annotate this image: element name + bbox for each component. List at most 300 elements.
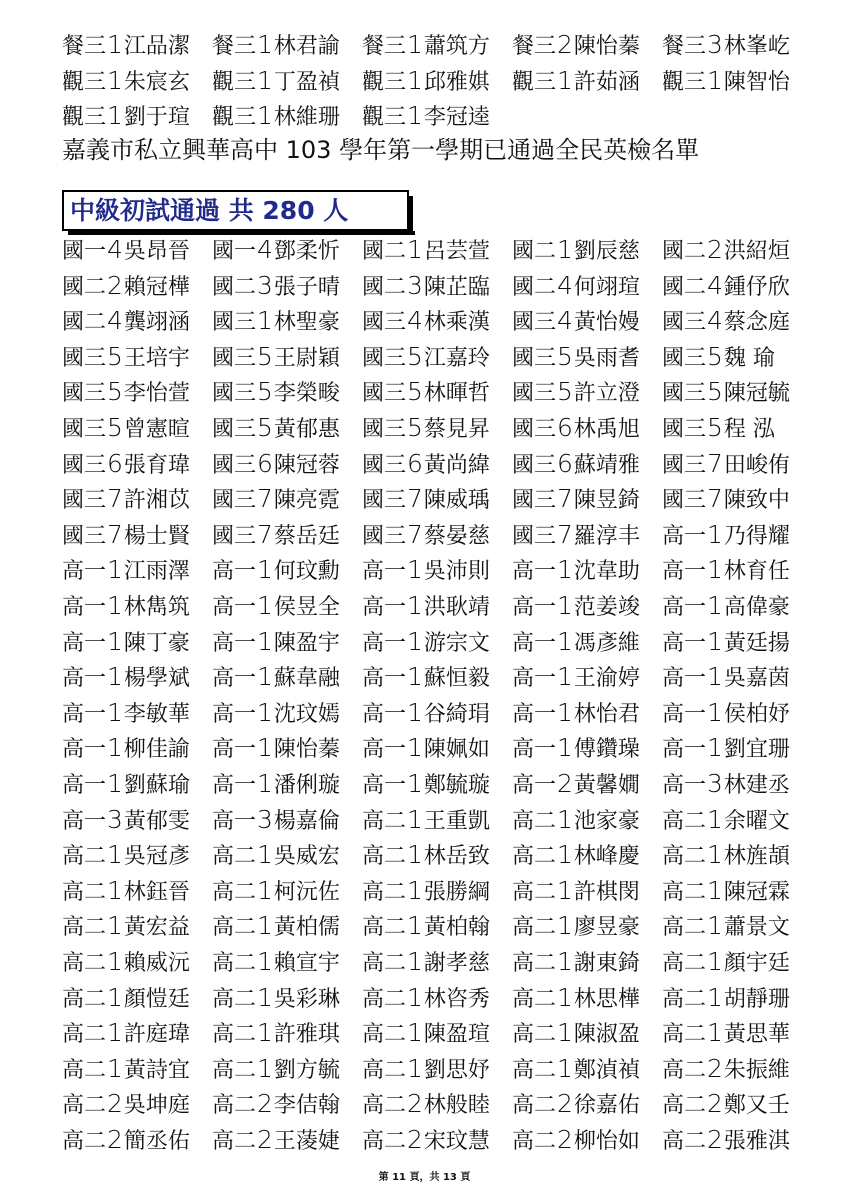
student-entry (362, 553, 502, 587)
class-number: 1 (257, 591, 273, 620)
class-label: 觀三 (212, 105, 257, 130)
class-label: 國三 (62, 345, 107, 371)
student-entry (512, 28, 652, 62)
student-entry (362, 589, 502, 623)
student-entry (362, 981, 502, 1015)
class-number: 1 (707, 982, 723, 1012)
list-row (62, 28, 802, 62)
student-name: 邱雅娸 (423, 69, 490, 95)
class-label: 高二 (512, 879, 557, 905)
student-name: 楊嘉倫 (273, 808, 340, 834)
student-entry (212, 803, 352, 837)
class-number: 1 (707, 65, 723, 95)
class-label: 高二 (362, 951, 407, 976)
student-name: 李冠逵 (423, 105, 490, 130)
student-entry (212, 482, 352, 516)
class-number: 5 (257, 377, 273, 407)
student-name: 林般睦 (423, 1093, 490, 1119)
class-number: 1 (107, 911, 123, 941)
student-name: 羅淳丰 (573, 523, 640, 549)
class-label: 國三 (662, 488, 707, 514)
list-row (62, 945, 802, 979)
student-entry (662, 625, 802, 659)
student-name: 沈玟嫣 (273, 701, 340, 727)
class-number: 1 (107, 65, 123, 95)
class-label: 高二 (362, 1022, 407, 1048)
class-label: 高二 (212, 1057, 257, 1083)
class-label: 國二 (512, 239, 557, 264)
class-label: 高一 (62, 666, 107, 692)
page-footer: 第 11 頁，共 13 頁 (378, 1172, 471, 1183)
student-name: 陳姵如 (423, 737, 490, 763)
class-label: 高一 (362, 559, 407, 585)
student-name: 李敏華 (123, 701, 190, 727)
student-name: 吳昂晉 (123, 239, 190, 264)
student-entry (212, 518, 352, 552)
class-label: 國二 (662, 239, 707, 264)
class-number: 5 (107, 341, 123, 371)
class-number: 1 (407, 911, 423, 941)
class-label: 高二 (62, 915, 107, 941)
class-number: 1 (107, 662, 123, 692)
list-row (62, 1052, 802, 1086)
student-name: 江嘉玲 (423, 345, 490, 371)
class-number: 5 (707, 377, 723, 407)
class-label: 國三 (512, 310, 557, 336)
class-label: 國三 (62, 452, 107, 478)
class-label: 高二 (62, 986, 107, 1012)
class-number: 5 (257, 341, 273, 371)
list-row (62, 64, 802, 98)
class-number: 2 (707, 1089, 723, 1119)
class-label: 高一 (362, 630, 407, 656)
student-name: 李榮畯 (273, 381, 340, 407)
student-entry (362, 233, 502, 267)
student-entry (512, 482, 652, 516)
class-label: 高一 (662, 773, 707, 798)
class-number: 1 (557, 591, 573, 620)
student-name: 吳冠彥 (123, 844, 190, 870)
class-number: 1 (707, 591, 723, 620)
student-entry (512, 1016, 652, 1050)
student-entry (362, 64, 502, 98)
class-number: 1 (407, 591, 423, 620)
student-name: 楊士賢 (123, 523, 190, 549)
class-number: 1 (107, 555, 123, 585)
student-name: 蘇靖雅 (573, 452, 640, 478)
list-row (62, 304, 802, 338)
class-number: 1 (407, 65, 423, 95)
class-label: 高一 (62, 630, 107, 656)
class-number: 1 (107, 947, 123, 976)
student-entry (212, 874, 352, 908)
student-name: 林君諭 (273, 34, 340, 59)
class-number: 2 (257, 1125, 273, 1154)
class-number: 1 (257, 697, 273, 727)
class-label: 國三 (362, 523, 407, 549)
student-entry (362, 99, 502, 133)
class-label: 高一 (662, 595, 707, 620)
student-entry (212, 838, 352, 872)
student-name: 王蓤婕 (273, 1129, 340, 1154)
student-entry (512, 909, 652, 943)
student-entry (212, 767, 352, 801)
class-label: 高一 (212, 666, 257, 692)
class-label: 高二 (62, 1129, 107, 1154)
class-number: 1 (407, 840, 423, 870)
class-number: 1 (557, 947, 573, 976)
class-number: 5 (107, 413, 123, 442)
class-label: 國三 (512, 381, 557, 407)
class-label: 國二 (512, 274, 557, 300)
student-entry (62, 660, 202, 694)
class-number: 7 (407, 484, 423, 514)
student-entry (662, 874, 802, 908)
student-name: 蔡見昇 (423, 417, 490, 442)
class-label: 國三 (62, 488, 107, 514)
student-name: 劉辰慈 (573, 239, 640, 264)
student-entry (62, 411, 202, 445)
school-title: 嘉義市私立興華高中 103 學年第一學期已通過全民英檢名單 (62, 136, 700, 164)
class-number: 2 (107, 1089, 123, 1119)
student-entry (212, 1087, 352, 1121)
student-name: 田峻侑 (723, 452, 790, 478)
class-label: 觀三 (662, 69, 707, 95)
class-label: 高一 (212, 701, 257, 727)
student-name: 謝東錡 (573, 951, 640, 976)
class-label: 高二 (512, 808, 557, 834)
student-entry (662, 803, 802, 837)
student-entry (662, 482, 802, 516)
student-name: 林怡君 (573, 701, 640, 727)
class-label: 觀三 (362, 105, 407, 130)
student-entry (62, 28, 202, 62)
student-name: 黃柏儒 (273, 915, 340, 941)
list-row (62, 553, 802, 587)
class-number: 1 (407, 1018, 423, 1048)
class-number: 1 (557, 733, 573, 763)
class-label: 國三 (362, 417, 407, 442)
student-entry (512, 589, 652, 623)
student-entry (62, 696, 202, 730)
class-label: 高二 (62, 844, 107, 870)
class-label: 高二 (662, 844, 707, 870)
student-name: 蘇恒毅 (423, 666, 490, 692)
student-entry (362, 411, 502, 445)
student-entry (512, 874, 652, 908)
class-label: 國三 (362, 345, 407, 371)
student-entry (512, 64, 652, 98)
class-number: 1 (257, 733, 273, 763)
list-row (62, 731, 802, 765)
class-number: 5 (107, 377, 123, 407)
class-number: 6 (557, 448, 573, 478)
class-number: 4 (557, 306, 573, 336)
section-title: 中級初試通過 共 280 人 (62, 190, 409, 231)
student-entry (362, 1052, 502, 1086)
student-entry (362, 945, 502, 979)
list-row (62, 1016, 802, 1050)
class-label: 高二 (662, 1129, 707, 1154)
student-entry (512, 375, 652, 409)
student-entry (212, 28, 352, 62)
class-label: 高一 (512, 737, 557, 763)
class-label: 高二 (662, 1057, 707, 1083)
student-entry (512, 945, 652, 979)
class-number: 4 (557, 270, 573, 300)
student-name: 何翊瑄 (573, 274, 640, 300)
student-entry (212, 589, 352, 623)
class-number: 1 (257, 769, 273, 798)
class-number: 1 (557, 982, 573, 1012)
class-number: 1 (707, 1018, 723, 1048)
class-number: 1 (257, 65, 273, 95)
class-number: 1 (407, 947, 423, 976)
student-entry (362, 375, 502, 409)
student-name: 吳坤庭 (123, 1093, 190, 1119)
student-name: 張雅淇 (723, 1129, 790, 1154)
class-number: 1 (257, 982, 273, 1012)
student-name: 陳怡蓁 (573, 34, 640, 59)
class-number: 1 (107, 591, 123, 620)
class-number: 1 (557, 555, 573, 585)
class-label: 觀三 (62, 69, 107, 95)
student-name: 林乘漢 (423, 310, 490, 336)
class-label: 國三 (662, 417, 707, 442)
class-label: 高一 (662, 523, 707, 549)
student-name: 江品潔 (123, 34, 190, 59)
student-name: 鄭又壬 (723, 1093, 790, 1119)
class-number: 7 (707, 448, 723, 478)
class-label: 高二 (212, 986, 257, 1012)
student-name: 林咨秀 (423, 986, 490, 1012)
student-name: 朱宸玄 (123, 69, 190, 95)
student-entry (62, 838, 202, 872)
class-number: 2 (557, 1125, 573, 1154)
class-number: 1 (107, 101, 123, 130)
student-entry (512, 660, 652, 694)
class-label: 高二 (512, 986, 557, 1012)
class-label: 國三 (62, 381, 107, 407)
student-entry (662, 375, 802, 409)
student-name: 陳冠霖 (723, 879, 790, 905)
class-label: 高二 (62, 951, 107, 976)
class-number: 1 (407, 804, 423, 834)
student-entry (512, 340, 652, 374)
student-entry (662, 945, 802, 979)
student-entry (512, 518, 652, 552)
class-number: 1 (107, 30, 123, 59)
class-label: 國三 (212, 523, 257, 549)
class-number: 1 (407, 1053, 423, 1083)
student-name: 游宗文 (423, 630, 490, 656)
student-entry (212, 447, 352, 481)
student-entry (662, 28, 802, 62)
class-label: 國三 (362, 488, 407, 514)
class-number: 2 (707, 1053, 723, 1083)
student-name: 林禹旭 (573, 417, 640, 442)
class-number: 5 (407, 413, 423, 442)
student-name: 黃廷揚 (723, 630, 790, 656)
class-label: 高一 (662, 701, 707, 727)
student-entry (512, 981, 652, 1015)
student-entry (512, 447, 652, 481)
student-name: 黃郁惠 (273, 417, 340, 442)
student-entry (362, 660, 502, 694)
student-name: 柳佳諭 (123, 737, 190, 763)
student-name: 劉于瑄 (123, 105, 190, 130)
student-entry (362, 731, 502, 765)
class-number: 1 (257, 306, 273, 336)
class-number: 2 (407, 1089, 423, 1119)
class-number: 1 (107, 1018, 123, 1048)
student-entry (662, 660, 802, 694)
class-label: 國一 (212, 239, 257, 264)
student-name: 王培宇 (123, 345, 190, 371)
student-entry (212, 411, 352, 445)
list-row (62, 625, 802, 659)
class-label: 國三 (512, 345, 557, 371)
student-entry (212, 304, 352, 338)
class-number: 1 (407, 662, 423, 692)
class-label: 國三 (662, 381, 707, 407)
student-name: 蕭景文 (723, 915, 790, 941)
class-label: 國三 (212, 345, 257, 371)
class-number: 4 (107, 306, 123, 336)
student-entry (662, 589, 802, 623)
student-entry (62, 945, 202, 979)
class-number: 6 (407, 448, 423, 478)
student-entry (212, 553, 352, 587)
class-number: 2 (557, 1089, 573, 1119)
class-number: 2 (557, 30, 573, 59)
student-name: 洪紹烜 (723, 239, 790, 264)
class-label: 餐三 (662, 34, 707, 59)
student-entry (212, 625, 352, 659)
class-label: 國二 (62, 310, 107, 336)
class-number: 1 (557, 1053, 573, 1083)
student-entry (62, 482, 202, 516)
class-label: 高二 (512, 915, 557, 941)
student-name: 黃怡嫚 (573, 310, 640, 336)
class-number: 2 (257, 1089, 273, 1119)
student-entry (662, 269, 802, 303)
class-number: 1 (707, 662, 723, 692)
student-name: 許庭瑋 (123, 1022, 190, 1048)
class-label: 高二 (362, 1129, 407, 1154)
class-number: 1 (557, 1018, 573, 1048)
student-name: 陳芷臨 (423, 274, 490, 300)
class-label: 高一 (512, 701, 557, 727)
student-name: 楊學斌 (123, 666, 190, 692)
student-entry (512, 269, 652, 303)
student-name: 黃詩宜 (123, 1057, 190, 1083)
class-label: 高二 (512, 1129, 557, 1154)
list-row (62, 696, 802, 730)
student-entry (362, 1123, 502, 1157)
class-label: 餐三 (362, 34, 407, 59)
class-number: 1 (707, 519, 723, 549)
student-entry (512, 1052, 652, 1086)
student-entry (512, 1087, 652, 1121)
student-name: 林育任 (723, 559, 790, 585)
class-number: 1 (107, 840, 123, 870)
class-label: 國三 (512, 523, 557, 549)
class-label: 高一 (512, 595, 557, 620)
class-number: 1 (557, 840, 573, 870)
student-entry (62, 874, 202, 908)
class-number: 1 (107, 697, 123, 727)
student-entry (362, 340, 502, 374)
class-number: 6 (257, 448, 273, 478)
student-name: 黃馨嫺 (573, 773, 640, 798)
student-entry (512, 696, 652, 730)
student-name: 乃得耀 (723, 523, 790, 549)
class-number: 1 (557, 804, 573, 834)
student-entry (62, 233, 202, 267)
class-label: 高一 (362, 737, 407, 763)
class-label: 高一 (662, 559, 707, 585)
student-entry (62, 447, 202, 481)
list-row (62, 1087, 802, 1121)
student-entry (662, 909, 802, 943)
class-number: 1 (407, 982, 423, 1012)
class-number: 7 (107, 484, 123, 514)
student-entry (362, 696, 502, 730)
class-label: 高一 (512, 773, 557, 798)
class-label: 高二 (212, 1129, 257, 1154)
list-row (62, 981, 802, 1015)
list-row (62, 589, 802, 623)
student-entry (662, 1123, 802, 1157)
class-number: 1 (107, 626, 123, 656)
student-name: 鄭湞禎 (573, 1057, 640, 1083)
student-name: 陳淑盈 (573, 1022, 640, 1048)
class-label: 高二 (512, 951, 557, 976)
student-entry (212, 99, 352, 133)
student-entry (362, 1016, 502, 1050)
class-number: 7 (707, 484, 723, 514)
class-number: 7 (107, 519, 123, 549)
class-label: 觀三 (362, 69, 407, 95)
student-entry (62, 518, 202, 552)
student-name: 江雨澤 (123, 559, 190, 585)
student-entry (662, 411, 802, 445)
class-label: 高一 (212, 630, 257, 656)
list-row (62, 518, 802, 552)
class-number: 7 (557, 519, 573, 549)
class-label: 高二 (362, 1093, 407, 1119)
class-number: 7 (257, 484, 273, 514)
class-label: 餐三 (62, 34, 107, 59)
class-label: 高一 (512, 559, 557, 585)
class-number: 1 (257, 947, 273, 976)
student-entry (662, 340, 802, 374)
student-name: 劉方毓 (273, 1057, 340, 1083)
class-label: 高一 (62, 559, 107, 585)
class-label: 國三 (662, 452, 707, 478)
student-entry (212, 233, 352, 267)
student-entry (512, 411, 652, 445)
class-label: 高二 (362, 915, 407, 941)
student-name: 陳智怡 (723, 69, 790, 95)
class-label: 國二 (212, 274, 257, 300)
student-entry (662, 64, 802, 98)
class-label: 高一 (362, 595, 407, 620)
student-entry (362, 447, 502, 481)
class-number: 1 (257, 662, 273, 692)
student-name: 黃宏益 (123, 915, 190, 941)
